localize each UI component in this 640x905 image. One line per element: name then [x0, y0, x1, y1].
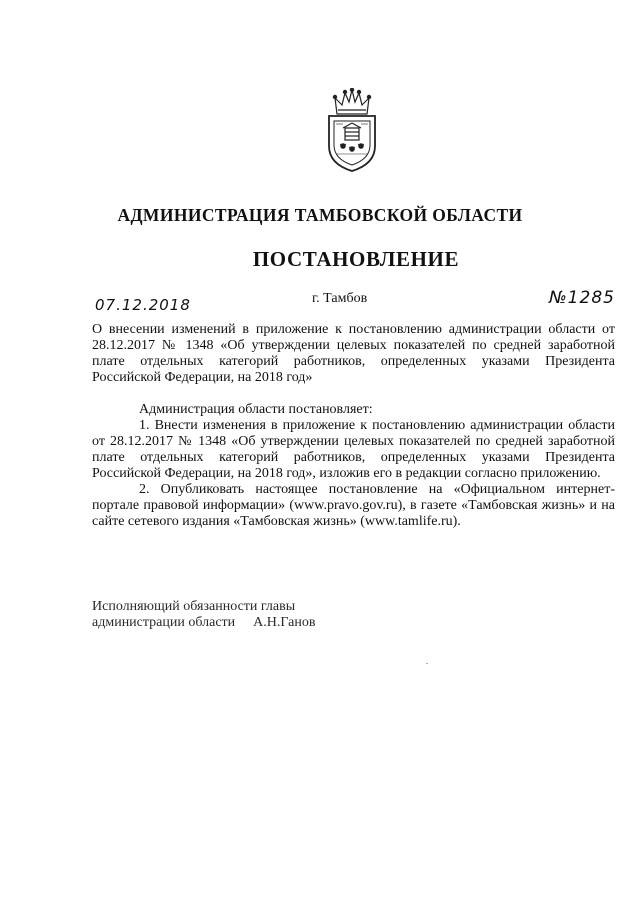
signature-position-line: Исполняющий обязанности главы	[92, 599, 296, 614]
signature-block	[92, 599, 315, 631]
preamble-paragraph: Администрация области постановляет:	[139, 402, 373, 417]
scan-artifact	[426, 663, 428, 664]
document-subject: О внесении изменений в приложение к постановлению администрации области от 28.12.2017 № 1348 «Об утверждении целевых показателей по средней заработной плате отдельных категорий работников, определенных указами Президента Российской Федерации, на 2018 год»	[92, 322, 615, 385]
document-body	[92, 402, 615, 530]
signatory-name: А.Н.Ганов	[253, 615, 316, 630]
handwritten-document-number: №1285	[549, 288, 615, 308]
signature-office-label: администрации области	[92, 615, 236, 630]
handwritten-date: 07.12.2018	[95, 296, 191, 314]
city-label: г. Тамбов	[312, 291, 368, 306]
document-type-title: ПОСТАНОВЛЕНИЕ	[252, 247, 460, 271]
organization-title: АДМИНИСТРАЦИЯ ТАМБОВСКОЙ ОБЛАСТИ	[117, 205, 523, 225]
item-1-paragraph: 1. Внести изменения в приложение к постановлению администрации области от 28.12.2017 № 1348 «Об утверждении целевых показателей по средней заработной плате отдельных категорий работников, определенных указами Президента Российской Федерации, на 2018 год», изложив его в редакции согласно приложению.	[92, 418, 615, 481]
signature-line-2	[92, 615, 315, 631]
item-2-paragraph: 2. Опубликовать настоящее постановление на «Официальном интернет-портале правовой информации» (www.pravo.gov.ru), в газете «Тамбовская жизнь» и на сайте сетевого издания «Тамбовская жизнь» (www.tamlife.ru).	[92, 482, 615, 529]
coat-of-arms-icon	[323, 88, 381, 172]
